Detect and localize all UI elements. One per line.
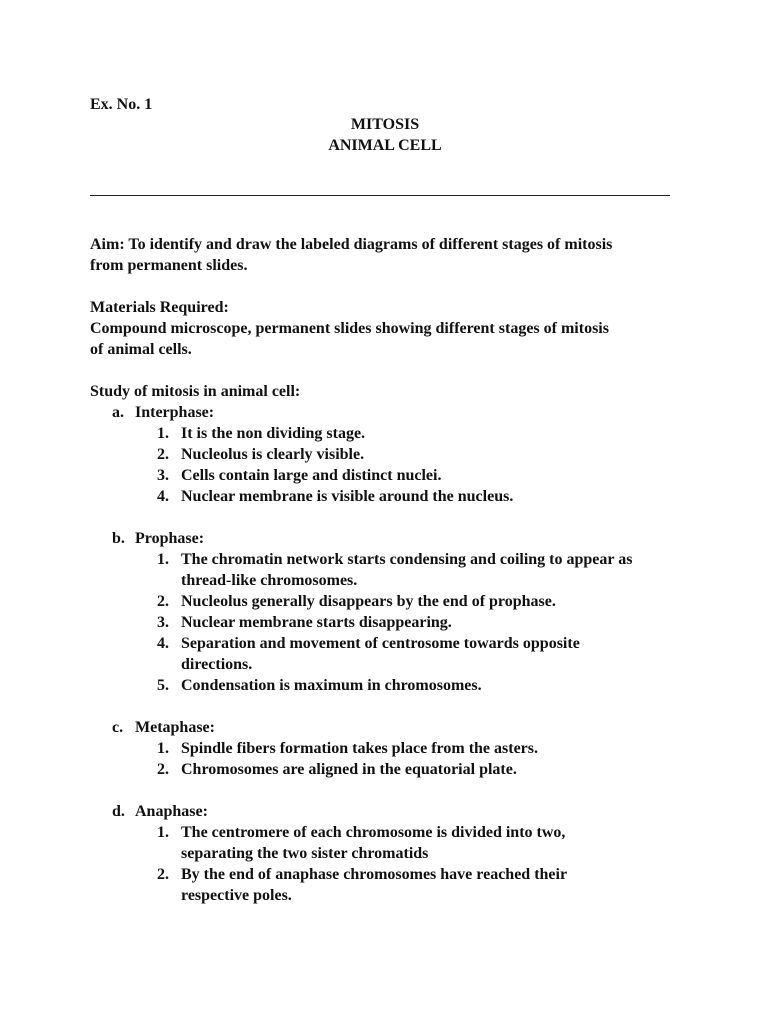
list-item — [90, 591, 690, 612]
item-text-line: The centromere of each chromosome is divided into two, — [181, 824, 566, 841]
spacer — [90, 780, 690, 801]
list-item — [90, 633, 690, 675]
stage-metaphase — [90, 717, 690, 738]
spacer — [90, 696, 690, 717]
stage-prophase — [90, 528, 690, 549]
exercise-number: Ex. No. 1 — [90, 96, 153, 113]
item-number: 1. — [157, 740, 169, 757]
item-number: 4. — [157, 488, 169, 505]
item-text: Spindle fibers formation takes place from the asters. — [181, 740, 538, 757]
document-body — [90, 234, 690, 906]
item-number: 2. — [157, 446, 169, 463]
item-text-line: Separation and movement of centrosome towards opposite — [181, 635, 580, 652]
item-text: Nuclear membrane starts disappearing. — [181, 614, 452, 631]
spacer — [90, 507, 690, 528]
stage-marker: b. — [112, 530, 125, 547]
anaphase-points — [90, 822, 690, 906]
item-text-line: By the end of anaphase chromosomes have reached their — [181, 866, 568, 883]
stage-name: Metaphase: — [135, 719, 215, 736]
item-text-line: directions. — [181, 656, 253, 673]
list-item — [90, 864, 690, 906]
item-number: 3. — [157, 614, 169, 631]
item-number: 5. — [157, 677, 169, 694]
list-item — [90, 738, 690, 759]
title-block — [0, 114, 768, 156]
materials-line-2: of animal cells. — [90, 341, 192, 358]
list-item — [90, 675, 690, 696]
study-heading: Study of mitosis in animal cell: — [90, 383, 301, 400]
interphase-points — [90, 423, 690, 507]
item-number: 2. — [157, 866, 169, 883]
stage-name: Anaphase: — [135, 803, 208, 820]
list-item — [90, 486, 690, 507]
list-item — [90, 465, 690, 486]
item-text: Chromosomes are aligned in the equatorial plate. — [181, 761, 517, 778]
horizontal-divider — [90, 195, 670, 196]
stage-name: Prophase: — [135, 530, 205, 547]
spacer — [90, 276, 690, 297]
document-title: MITOSIS — [350, 116, 420, 133]
item-text: Nucleolus is clearly visible. — [181, 446, 365, 463]
item-text: It is the non dividing stage. — [181, 425, 366, 442]
item-text-line: The chromatin network starts condensing and coiling to appear as — [181, 551, 633, 568]
list-item — [90, 423, 690, 444]
metaphase-points — [90, 738, 690, 780]
document-subtitle: ANIMAL CELL — [328, 137, 442, 154]
materials-line-1: Compound microscope, permanent slides showing different stages of mitosis — [90, 320, 609, 337]
item-number: 1. — [157, 824, 169, 841]
stage-marker: c. — [112, 719, 124, 736]
list-item — [90, 444, 690, 465]
prophase-points — [90, 549, 690, 696]
item-number: 2. — [157, 761, 169, 778]
list-item — [90, 822, 690, 864]
item-number: 1. — [157, 551, 169, 568]
list-item — [90, 549, 690, 591]
spacer — [90, 360, 690, 381]
materials-heading: Materials Required: — [90, 299, 229, 316]
item-text: Cells contain large and distinct nuclei. — [181, 467, 442, 484]
stage-marker: d. — [112, 803, 125, 820]
stage-anaphase — [90, 801, 690, 822]
stage-marker: a. — [112, 404, 124, 421]
aim-line-1: Aim: To identify and draw the labeled diagrams of different stages of mitosis — [90, 236, 613, 253]
item-text: Nuclear membrane is visible around the nucleus. — [181, 488, 514, 505]
list-item — [90, 759, 690, 780]
item-number: 4. — [157, 635, 169, 652]
aim-line-2: from permanent slides. — [90, 257, 248, 274]
item-text-line: separating the two sister chromatids — [181, 845, 429, 862]
item-number: 1. — [157, 425, 169, 442]
stage-interphase — [90, 402, 690, 423]
list-item — [90, 612, 690, 633]
item-text: Condensation is maximum in chromosomes. — [181, 677, 482, 694]
stage-name: Interphase: — [135, 404, 215, 421]
item-text-line: thread-like chromosomes. — [181, 572, 358, 589]
item-text-line: respective poles. — [181, 887, 292, 904]
item-text: Nucleolus generally disappears by the end of prophase. — [181, 593, 556, 610]
item-number: 2. — [157, 593, 169, 610]
item-number: 3. — [157, 467, 169, 484]
